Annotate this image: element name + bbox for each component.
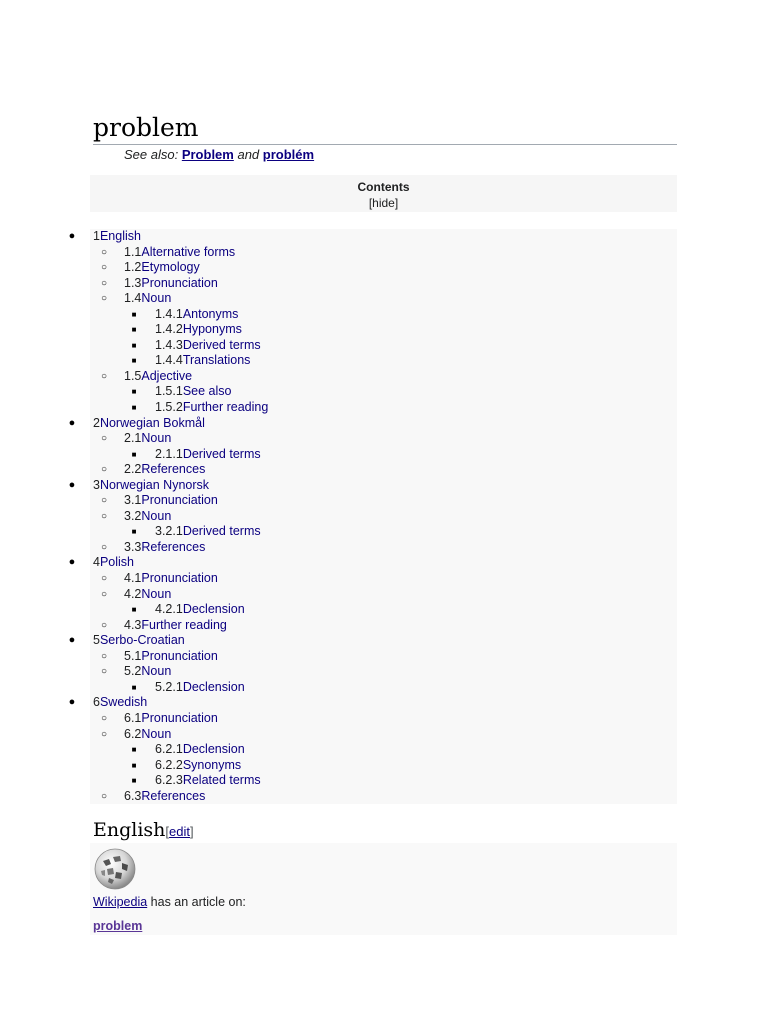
bullet-icon: ○ bbox=[100, 619, 108, 631]
toc-number: 3.1 bbox=[124, 493, 142, 508]
toc-number: 4.2 bbox=[124, 586, 142, 601]
toc-number: 1.4.1 bbox=[155, 306, 183, 321]
toc-number: 1.5.2 bbox=[155, 400, 183, 415]
toc-number: 2 bbox=[93, 415, 100, 430]
toc-label: Pronunciation bbox=[141, 648, 218, 663]
toc-label: Derived terms bbox=[182, 337, 261, 352]
toc-link[interactable] bbox=[124, 618, 227, 634]
toc-item[interactable] bbox=[0, 276, 768, 292]
see-also-prefix: See also: bbox=[124, 147, 179, 162]
toc-item[interactable] bbox=[0, 322, 768, 338]
toc-link[interactable] bbox=[124, 664, 171, 680]
toc-link[interactable] bbox=[124, 276, 218, 292]
bullet-icon: ■ bbox=[131, 340, 137, 350]
toc-label: Adjective bbox=[141, 368, 193, 383]
toc-number: 6.2 bbox=[124, 726, 142, 741]
toc-link[interactable] bbox=[124, 509, 171, 525]
toc-number: 5.1 bbox=[124, 648, 142, 663]
edit-bracket-close: ] bbox=[190, 824, 194, 839]
bullet-icon: ■ bbox=[131, 387, 137, 397]
toc-item[interactable] bbox=[0, 618, 768, 634]
toc-item[interactable] bbox=[0, 338, 768, 354]
toc-number: 1.4.3 bbox=[155, 337, 183, 352]
wikipedia-box bbox=[90, 843, 677, 935]
toc-link[interactable] bbox=[155, 307, 238, 323]
bullet-icon: ■ bbox=[131, 682, 137, 692]
bullet-icon: ● bbox=[68, 556, 76, 569]
toc-label: Hyponyms bbox=[182, 322, 242, 337]
toc-number: 1.1 bbox=[124, 244, 142, 259]
toc-row-background bbox=[90, 664, 677, 680]
toc-number: 1.2 bbox=[124, 260, 142, 275]
toc-item[interactable] bbox=[0, 633, 768, 649]
toc-number: 1.5.1 bbox=[155, 384, 183, 399]
bullet-icon: ○ bbox=[100, 433, 108, 445]
toc-label: Pronunciation bbox=[141, 710, 218, 725]
toc-label: Further reading bbox=[141, 617, 227, 632]
toc-item[interactable] bbox=[0, 384, 768, 400]
toc-item[interactable] bbox=[0, 369, 768, 385]
toc-label: Declension bbox=[182, 602, 245, 617]
wikipedia-globe-icon bbox=[93, 847, 137, 891]
section-edit bbox=[165, 824, 193, 839]
toc-link[interactable] bbox=[124, 493, 218, 509]
toc-link[interactable] bbox=[124, 571, 218, 587]
toc-label: English bbox=[99, 229, 141, 243]
toc-item[interactable] bbox=[0, 260, 768, 276]
toc-link[interactable] bbox=[155, 447, 261, 463]
toc-link[interactable] bbox=[124, 431, 171, 447]
toc-label: Pronunciation bbox=[141, 571, 218, 586]
toc-link[interactable] bbox=[155, 322, 242, 338]
toc-item[interactable] bbox=[0, 773, 768, 789]
toc-number: 5.2 bbox=[124, 664, 142, 679]
toc-number: 6.3 bbox=[124, 788, 142, 803]
toc-label: Related terms bbox=[182, 773, 261, 788]
toc-item[interactable] bbox=[0, 587, 768, 603]
wikipedia-article-line bbox=[93, 919, 142, 933]
toc-row-background bbox=[90, 431, 677, 447]
toc-link[interactable] bbox=[155, 602, 245, 618]
toc-label: References bbox=[141, 539, 206, 554]
toc-number: 3.3 bbox=[124, 539, 142, 554]
toc-label: Declension bbox=[182, 742, 245, 757]
toc-number: 6.2.1 bbox=[155, 742, 183, 757]
toc-label: Pronunciation bbox=[141, 493, 218, 508]
toc-item[interactable] bbox=[0, 493, 768, 509]
toc-label: Translations bbox=[182, 353, 251, 368]
bullet-icon: ○ bbox=[100, 666, 108, 678]
toc-item[interactable] bbox=[0, 245, 768, 261]
bullet-icon: ● bbox=[68, 634, 76, 647]
toc-number: 3 bbox=[93, 477, 100, 492]
toc-item[interactable] bbox=[0, 509, 768, 525]
bullet-icon: ○ bbox=[100, 573, 108, 585]
toc-number: 6 bbox=[93, 695, 100, 710]
bullet-icon: ■ bbox=[131, 356, 137, 366]
toc-label: Declension bbox=[182, 679, 245, 694]
toc-item[interactable] bbox=[0, 711, 768, 727]
bullet-icon: ● bbox=[68, 696, 76, 709]
toc-label: Polish bbox=[99, 555, 134, 570]
toc-label: Synonyms bbox=[182, 757, 242, 772]
toc-link[interactable] bbox=[93, 695, 147, 711]
wikipedia-text: has an article on: bbox=[150, 895, 246, 909]
bullet-icon: ● bbox=[68, 478, 76, 491]
toc-item[interactable] bbox=[0, 695, 768, 711]
edit-link[interactable]: edit bbox=[169, 824, 191, 839]
bullet-icon: ○ bbox=[100, 262, 108, 274]
table-of-contents bbox=[0, 229, 768, 804]
toc-label: Etymology bbox=[141, 260, 200, 275]
toc-item[interactable] bbox=[0, 431, 768, 447]
toc-link[interactable] bbox=[124, 587, 171, 603]
see-also-and: and bbox=[237, 147, 260, 162]
see-also-line bbox=[124, 147, 314, 162]
toc-row-background bbox=[90, 229, 677, 245]
toc-link[interactable] bbox=[155, 524, 261, 540]
toc-number: 4.1 bbox=[124, 571, 142, 586]
bullet-icon: ■ bbox=[131, 325, 137, 335]
bullet-icon: ○ bbox=[100, 728, 108, 740]
bullet-icon: ○ bbox=[100, 293, 108, 305]
toc-label: Further reading bbox=[182, 400, 269, 415]
toc-number: 4.2.1 bbox=[155, 602, 183, 617]
toc-number: 5.2.1 bbox=[155, 679, 183, 694]
toc-link[interactable] bbox=[93, 229, 141, 245]
toc-number: 1.5 bbox=[124, 368, 142, 383]
section-heading-text: English bbox=[93, 819, 166, 841]
bullet-icon: ○ bbox=[100, 370, 108, 382]
toc-item[interactable] bbox=[0, 649, 768, 665]
toc-item[interactable] bbox=[0, 680, 768, 696]
bullet-icon: ○ bbox=[100, 510, 108, 522]
toc-label: Noun bbox=[141, 586, 172, 601]
toc-hide-toggle[interactable]: [hide] bbox=[368, 196, 399, 210]
toc-label: Norwegian Nynorsk bbox=[99, 477, 210, 492]
toc-item[interactable] bbox=[0, 229, 768, 245]
toc-link[interactable] bbox=[93, 478, 209, 494]
toc-item[interactable] bbox=[0, 727, 768, 743]
toc-number: 1.4 bbox=[124, 291, 142, 306]
toc-number: 4.3 bbox=[124, 617, 142, 632]
toc-number: 1.4.2 bbox=[155, 322, 183, 337]
toc-item[interactable] bbox=[0, 462, 768, 478]
toc-item[interactable] bbox=[0, 540, 768, 556]
toc-link[interactable] bbox=[155, 773, 261, 789]
toc-link[interactable] bbox=[155, 680, 245, 696]
bullet-icon: ○ bbox=[100, 277, 108, 289]
bullet-icon: ○ bbox=[100, 246, 108, 258]
toc-row-background bbox=[90, 509, 677, 525]
toc-link[interactable] bbox=[93, 633, 185, 649]
toc-link[interactable] bbox=[124, 540, 205, 556]
toc-link[interactable] bbox=[124, 727, 171, 743]
bullet-icon: ■ bbox=[131, 760, 137, 770]
toc-label: Norwegian Bokmål bbox=[99, 415, 205, 430]
bullet-icon: ○ bbox=[100, 588, 108, 600]
page-title: problem bbox=[93, 112, 677, 145]
toc-label: Noun bbox=[141, 431, 172, 446]
bullet-icon: ■ bbox=[131, 776, 137, 786]
toc-number: 3.2 bbox=[124, 508, 142, 523]
toc-label: Pronunciation bbox=[141, 275, 218, 290]
toc-link[interactable] bbox=[124, 711, 218, 727]
toc-item[interactable] bbox=[0, 789, 768, 805]
toc-item[interactable] bbox=[0, 602, 768, 618]
toc-link[interactable] bbox=[155, 353, 250, 369]
toc-link[interactable] bbox=[124, 260, 200, 276]
toc-link[interactable] bbox=[155, 384, 231, 400]
bullet-icon: ○ bbox=[100, 712, 108, 724]
toc-label: Swedish bbox=[99, 695, 148, 710]
bullet-icon: ■ bbox=[131, 403, 137, 413]
toc-item[interactable] bbox=[0, 742, 768, 758]
toc-item[interactable] bbox=[0, 524, 768, 540]
toc-label: Noun bbox=[141, 664, 172, 679]
toc-row-background bbox=[90, 695, 677, 711]
toc-link[interactable] bbox=[124, 649, 218, 665]
toc-number: 6.2.3 bbox=[155, 773, 183, 788]
toc-item[interactable] bbox=[0, 571, 768, 587]
toc-item[interactable] bbox=[0, 758, 768, 774]
toc-row-background bbox=[90, 555, 677, 571]
bullet-icon: ○ bbox=[100, 790, 108, 802]
bullet-icon: ● bbox=[68, 416, 76, 429]
bullet-icon: ○ bbox=[100, 650, 108, 662]
toc-item[interactable] bbox=[0, 416, 768, 432]
toc-item[interactable] bbox=[0, 447, 768, 463]
toc-row-background bbox=[90, 291, 677, 307]
toc-number: 1.4.4 bbox=[155, 353, 183, 368]
toc-label: Noun bbox=[141, 291, 172, 306]
toc-item[interactable] bbox=[0, 307, 768, 323]
bullet-icon: ■ bbox=[131, 449, 137, 459]
toc-link[interactable] bbox=[124, 245, 235, 261]
toc-link[interactable] bbox=[155, 400, 268, 416]
toc-link[interactable] bbox=[155, 742, 245, 758]
toc-link[interactable] bbox=[124, 369, 192, 385]
toc-number: 2.1 bbox=[124, 431, 142, 446]
bullet-icon: ■ bbox=[131, 309, 137, 319]
toc-label: Noun bbox=[141, 726, 172, 741]
bullet-icon: ■ bbox=[131, 527, 137, 537]
bullet-icon: ○ bbox=[100, 495, 108, 507]
wikipedia-article-link[interactable]: problem bbox=[93, 919, 143, 933]
toc-number: 6.1 bbox=[124, 710, 142, 725]
toc-item[interactable] bbox=[0, 353, 768, 369]
bullet-icon: ○ bbox=[100, 464, 108, 476]
toc-item[interactable] bbox=[0, 291, 768, 307]
bullet-icon: ■ bbox=[131, 605, 137, 615]
toc-link[interactable] bbox=[93, 416, 205, 432]
toc-number: 4 bbox=[93, 555, 100, 570]
toc-number: 2.1.1 bbox=[155, 446, 183, 461]
toc-row-background bbox=[90, 727, 677, 743]
toc-link[interactable] bbox=[124, 291, 171, 307]
toc-link[interactable] bbox=[155, 758, 241, 774]
toc-item[interactable] bbox=[0, 555, 768, 571]
toc-label: Alternative forms bbox=[141, 244, 236, 259]
toc-item[interactable] bbox=[0, 664, 768, 680]
toc-label: See also bbox=[182, 384, 232, 399]
toc-label: Derived terms bbox=[182, 446, 261, 461]
toc-row-background bbox=[90, 587, 677, 603]
toc-label: Noun bbox=[141, 508, 172, 523]
toc-link[interactable] bbox=[93, 555, 134, 571]
bullet-icon: ● bbox=[68, 230, 76, 242]
bullet-icon: ■ bbox=[131, 745, 137, 755]
toc-header bbox=[90, 175, 677, 212]
toc-label: Derived terms bbox=[182, 524, 261, 539]
toc-number: 3.2.1 bbox=[155, 524, 183, 539]
wikipedia-line bbox=[93, 895, 246, 909]
toc-label: Antonyms bbox=[182, 306, 239, 321]
edit-bracket-open: [ bbox=[165, 824, 170, 839]
wikipedia-link[interactable]: Wikipedia bbox=[93, 895, 148, 909]
bullet-icon: ○ bbox=[100, 541, 108, 553]
toc-label: Serbo-Croatian bbox=[99, 633, 185, 648]
toc-number: 1.3 bbox=[124, 275, 142, 290]
toc-item[interactable] bbox=[0, 478, 768, 494]
toc-title: Contents bbox=[357, 180, 410, 194]
toc-link[interactable] bbox=[155, 338, 261, 354]
toc-number: 1 bbox=[93, 229, 100, 243]
toc-label: References bbox=[141, 788, 206, 803]
toc-label: References bbox=[141, 462, 206, 477]
toc-link[interactable] bbox=[124, 789, 205, 805]
toc-item[interactable] bbox=[0, 400, 768, 416]
see-also-link-problem[interactable]: Problem bbox=[181, 147, 234, 162]
see-also-link-problem-accent[interactable]: problém bbox=[262, 147, 315, 162]
toc-link[interactable] bbox=[124, 462, 205, 478]
section-heading-english bbox=[93, 818, 677, 845]
toc-number: 5 bbox=[93, 633, 100, 648]
toc-number: 2.2 bbox=[124, 462, 142, 477]
toc-number: 6.2.2 bbox=[155, 757, 183, 772]
